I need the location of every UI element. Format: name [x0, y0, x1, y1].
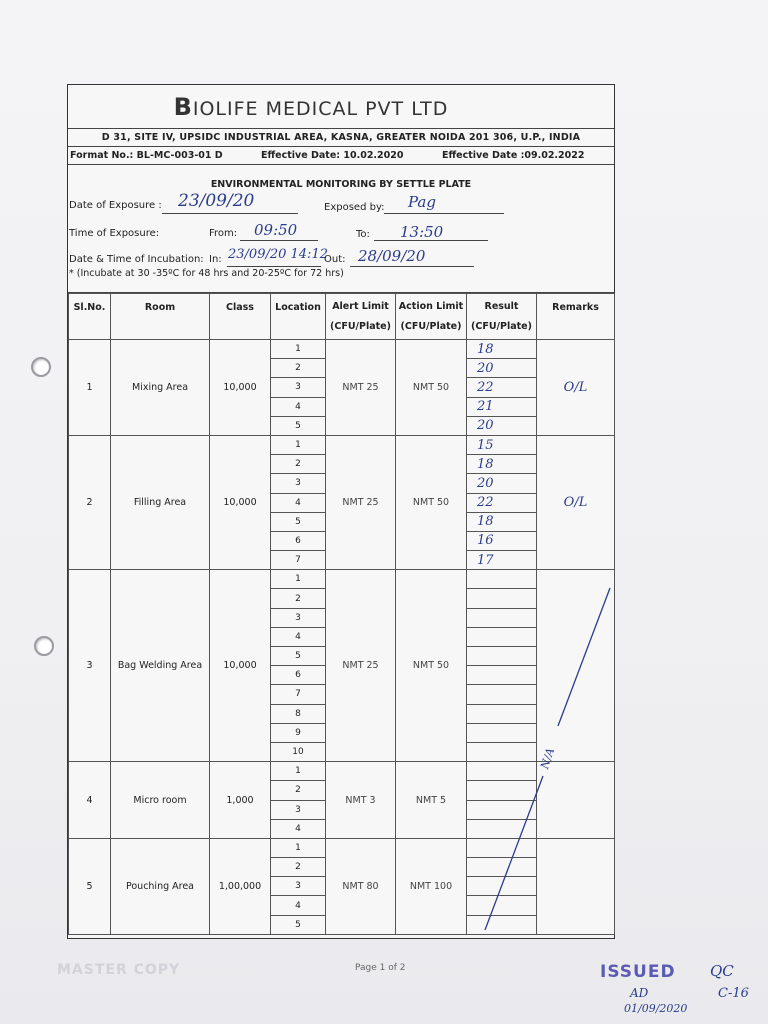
location-cell: 1	[271, 340, 326, 359]
result-cell	[467, 627, 537, 646]
result-cell	[467, 877, 537, 896]
result-cell	[467, 858, 537, 877]
col-class: Class	[210, 294, 271, 340]
result-cell: 22	[467, 493, 537, 512]
result-cell: 20	[467, 359, 537, 378]
action-limit-cell: NMT 50	[396, 570, 467, 762]
exposed-by-label: Exposed by:	[324, 202, 385, 213]
location-cell: 2	[271, 858, 326, 877]
result-cell	[467, 896, 537, 915]
issued-label: ISSUED	[600, 962, 676, 982]
room-cell: Filling Area	[111, 435, 210, 569]
room-cell: Pouching Area	[111, 838, 210, 934]
class-cell: 10,000	[210, 570, 271, 762]
location-cell: 9	[271, 723, 326, 742]
format-number: Format No.: BL-MC-003-01 D	[70, 150, 223, 161]
issued-date: 01/09/2020	[624, 1002, 688, 1015]
date-of-exposure-value: 23/09/20	[178, 191, 255, 211]
location-cell: 3	[271, 378, 326, 397]
location-cell: 4	[271, 397, 326, 416]
master-copy-watermark: MASTER COPY	[57, 962, 181, 978]
to-value: 13:50	[400, 223, 444, 241]
result-cell	[467, 781, 537, 800]
location-cell: 5	[271, 647, 326, 666]
result-cell	[467, 666, 537, 685]
room-cell: Micro room	[111, 762, 210, 839]
action-limit-cell: NMT 100	[396, 838, 467, 934]
action-limit-cell: NMT 5	[396, 762, 467, 839]
exposure-details	[68, 165, 614, 293]
alert-limit-cell: NMT 25	[326, 570, 396, 762]
in-value: 23/09/20 14:12	[228, 247, 328, 262]
location-cell: 2	[271, 455, 326, 474]
time-of-exposure-label: Time of Exposure:	[69, 228, 160, 239]
col-alert-limit	[326, 294, 396, 340]
to-label: To:	[356, 229, 370, 240]
result-cell: 18	[467, 455, 537, 474]
na-annotation: N/A	[538, 746, 558, 771]
company-header	[68, 85, 614, 129]
remarks-cell	[537, 838, 615, 934]
sl-no-cell: 2	[69, 435, 111, 569]
result-cell: 18	[467, 340, 537, 359]
table-row	[69, 838, 615, 857]
location-cell: 6	[271, 666, 326, 685]
table-row	[69, 762, 615, 781]
class-cell: 1,000	[210, 762, 271, 839]
result-cell	[467, 608, 537, 627]
out-value: 28/09/20	[358, 247, 426, 265]
table-row	[69, 340, 615, 359]
location-cell: 4	[271, 819, 326, 838]
result-cell	[467, 589, 537, 608]
remarks-cell	[537, 762, 615, 839]
exposed-by-signature: Pag	[408, 193, 436, 211]
monitoring-form	[67, 84, 615, 939]
alert-limit-cell: NMT 25	[326, 435, 396, 569]
result-cell: 16	[467, 531, 537, 550]
result-cell: 21	[467, 397, 537, 416]
result-cell	[467, 723, 537, 742]
sl-no-cell: 1	[69, 340, 111, 436]
result-cell: 18	[467, 512, 537, 531]
result-cell	[467, 838, 537, 857]
from-value: 09:50	[254, 221, 298, 239]
location-cell: 3	[271, 608, 326, 627]
out-label: Out:	[324, 254, 346, 265]
location-cell: 1	[271, 435, 326, 454]
sl-no-cell: 4	[69, 762, 111, 839]
result-cell	[467, 762, 537, 781]
col-remarks: Remarks	[537, 294, 615, 340]
location-cell: 5	[271, 416, 326, 435]
location-cell: 2	[271, 359, 326, 378]
table-body	[69, 340, 615, 935]
room-cell: Mixing Area	[111, 340, 210, 436]
class-cell: 1,00,000	[210, 838, 271, 934]
result-cell	[467, 800, 537, 819]
incubation-label: Date & Time of Incubation:	[69, 254, 204, 265]
qc-annotation: QC	[710, 962, 734, 980]
location-cell: 5	[271, 915, 326, 934]
col-room: Room	[111, 294, 210, 340]
remarks-cell	[537, 570, 615, 762]
table-row	[69, 435, 615, 454]
action-limit-cell: NMT 50	[396, 435, 467, 569]
effective-date: Effective Date: 10.02.2020	[261, 150, 404, 161]
from-line	[240, 240, 318, 241]
table-header-row	[69, 294, 615, 340]
punch-hole-top	[31, 357, 51, 377]
location-cell: 8	[271, 704, 326, 723]
sl-no-cell: 3	[69, 570, 111, 762]
remarks-cell: O/L	[537, 340, 615, 436]
location-cell: 4	[271, 896, 326, 915]
result-cell: 17	[467, 551, 537, 570]
logo-letter: B	[173, 92, 193, 121]
issued-stamp	[600, 962, 676, 982]
in-label: In:	[209, 254, 222, 265]
format-row	[68, 147, 614, 165]
action-limit-cell: NMT 50	[396, 340, 467, 436]
company-address: D 31, SITE IV, UPSIDC INDUSTRIAL AREA, KASNA, GREATER NOIDA 201 306, U.P., INDIA	[68, 129, 614, 147]
result-cell: 20	[467, 474, 537, 493]
location-cell: 5	[271, 512, 326, 531]
alert-limit-cell: NMT 25	[326, 340, 396, 436]
col-sl-no: Sl.No.	[69, 294, 111, 340]
location-cell: 3	[271, 800, 326, 819]
incubation-note: * (Incubate at 30 -35ºC for 48 hrs and 20-25ºC for 72 hrs)	[69, 268, 344, 279]
location-cell: 1	[271, 762, 326, 781]
result-cell	[467, 647, 537, 666]
result-cell: 20	[467, 416, 537, 435]
result-cell	[467, 685, 537, 704]
location-cell: 1	[271, 838, 326, 857]
class-cell: 10,000	[210, 435, 271, 569]
sl-no-cell: 5	[69, 838, 111, 934]
class-cell: 10,000	[210, 340, 271, 436]
from-label: From:	[209, 228, 238, 239]
result-cell: 22	[467, 378, 537, 397]
table-row	[69, 570, 615, 589]
result-cell	[467, 570, 537, 589]
location-cell: 2	[271, 589, 326, 608]
effective-date-2: Effective Date :09.02.2022	[442, 150, 585, 161]
form-title: ENVIRONMENTAL MONITORING BY SETTLE PLATE	[210, 179, 472, 190]
location-cell: 7	[271, 551, 326, 570]
alert-limit-cell: NMT 80	[326, 838, 396, 934]
company-logo	[174, 93, 449, 121]
location-cell: 6	[271, 531, 326, 550]
col-result	[467, 294, 537, 340]
result-unit: (CFU/Plate)	[471, 320, 532, 332]
alert-limit-label: Alert Limit	[332, 300, 389, 312]
location-cell: 3	[271, 474, 326, 493]
results-table	[68, 293, 615, 935]
remarks-cell: O/L	[537, 435, 615, 569]
out-line	[350, 266, 474, 267]
date-of-exposure-label: Date of Exposure :	[69, 200, 162, 211]
exposed-by-line	[384, 213, 504, 214]
location-cell: 1	[271, 570, 326, 589]
result-cell	[467, 915, 537, 934]
result-cell: 15	[467, 435, 537, 454]
location-cell: 4	[271, 627, 326, 646]
stamp-code: C-16	[718, 986, 749, 1001]
col-action-limit	[396, 294, 467, 340]
page-number: Page 1 of 2	[355, 963, 406, 973]
room-cell: Bag Welding Area	[111, 570, 210, 762]
col-location: Location	[271, 294, 326, 340]
result-cell	[467, 704, 537, 723]
location-cell: 2	[271, 781, 326, 800]
location-cell: 10	[271, 742, 326, 761]
action-limit-label: Action Limit	[398, 300, 464, 312]
result-label: Result	[484, 300, 519, 312]
location-cell: 4	[271, 493, 326, 512]
alert-limit-cell: NMT 3	[326, 762, 396, 839]
punch-hole-bottom	[34, 636, 54, 656]
result-cell	[467, 742, 537, 761]
in-line	[227, 266, 321, 267]
issued-initials: AD	[630, 986, 649, 1000]
company-name: IOLIFE MEDICAL PVT LTD	[192, 97, 449, 120]
action-limit-unit: (CFU/Plate)	[400, 320, 462, 332]
location-cell: 7	[271, 685, 326, 704]
result-cell	[467, 819, 537, 838]
alert-limit-unit: (CFU/Plate)	[330, 320, 391, 332]
date-of-exposure-line	[162, 213, 298, 214]
location-cell: 3	[271, 877, 326, 896]
